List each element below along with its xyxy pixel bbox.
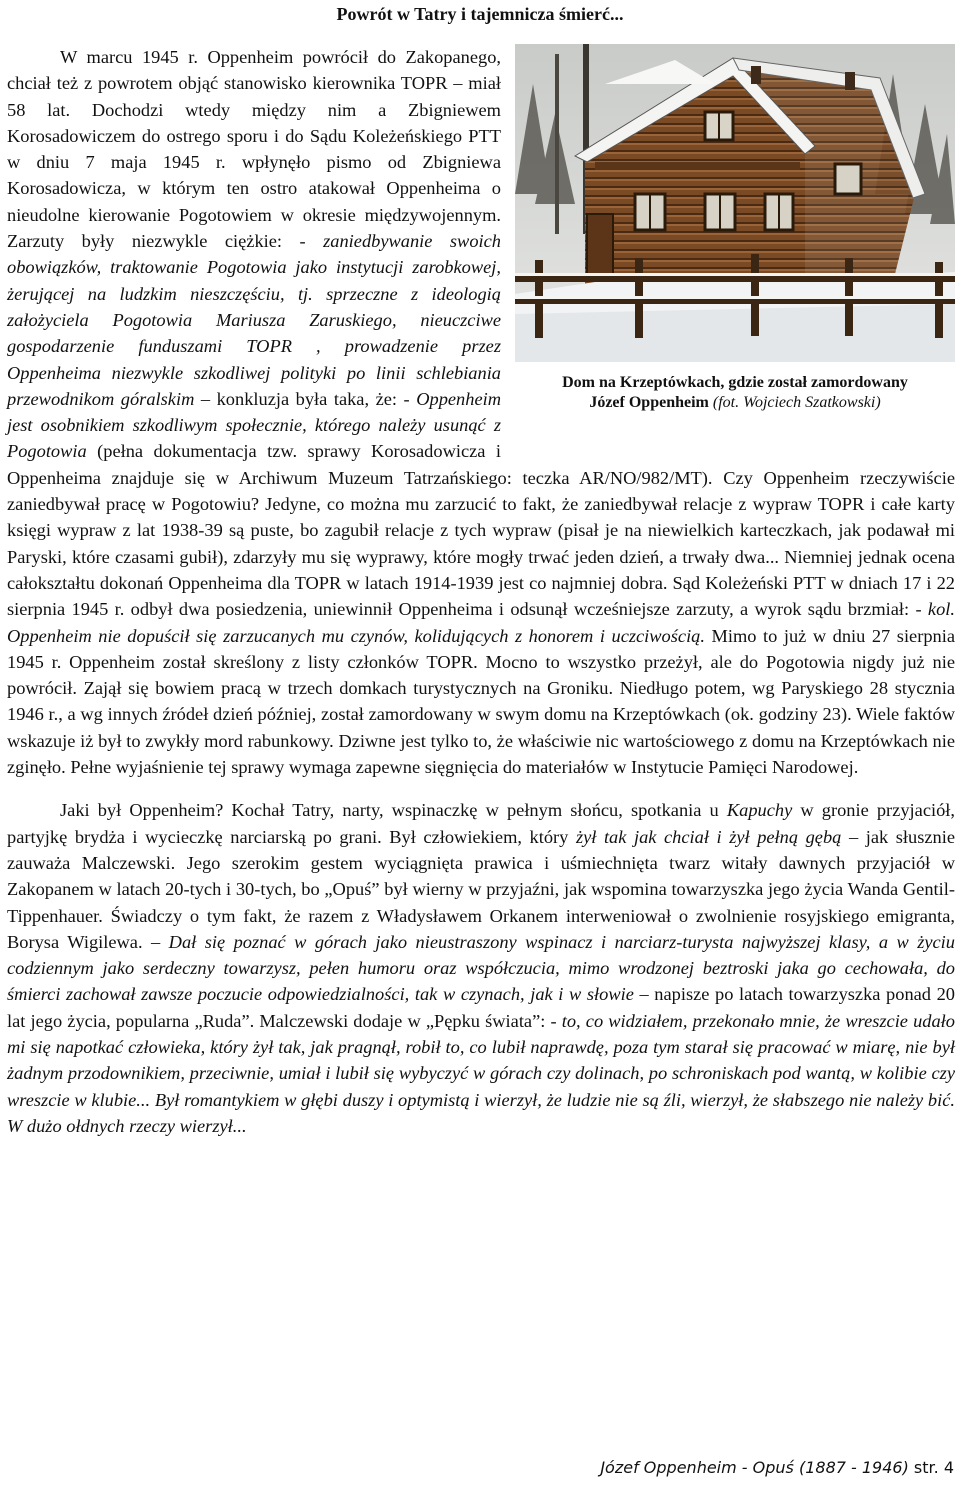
p2-italic-4: to, co widziałem, przekonało mnie, że wreszcie udało mi się napotkać człowieka, który żył tak, jak pragnął, robił to, co lubił naprawdę, poza tym starał się pracować w miarę, nie był żadnym przodownikiem, przeciwnie, umiał i lubił się wybyczyć w górach czy dolinach, po schroniskach pod wantą, w kolibie czy wreszcie w klubie... Był romantykiem w głębi duszy i optymistą i wierzył, że ludzie nie są źli, wierzył, że słabszego nie należy bić. W dużo ołdnych rzeczy wierzył... xyxy=(7,1010,955,1136)
p2-italic-3: Dał się poznać w górach jako nieustraszony wspinacz i narciarz-turysta najwyższej klasy, a w życiu codziennym jako serdeczny towarzysz, pełen humoru oraz współczucia, mimo wrodzonej beztroski jaka go cechowała, do śmierci zachował zawsze poczucie odpowiedzialności, tak w czynach, jak i w słowie xyxy=(7,931,955,1005)
caption-credit: (fot. Wojciech Szatkowski) xyxy=(712,394,881,411)
p1-italic-2: Oppenheim jest osobnikiem szkodliwym społecznie, którego należy usunąć z Pogotowia xyxy=(7,388,501,462)
p2-text-1: Jaki był Oppenheim? Kochał Tatry, narty, wspinaczkę w pełnym słońcu, spotkania u xyxy=(60,800,719,821)
photo-figure xyxy=(515,44,955,456)
caption-bold-line-1: Dom na Krzeptówkach, gdzie został zamordowany xyxy=(562,374,908,391)
p2-text-3: – jak słusznie zauważa Malczewski. Jego szerokim gestem wyciągnięta prawica i uśmiechnięta twarz witały dawnych przyjaciół w Zakopanem w latach 20-tych i 30-tych, bo „Opuś” był wierny w przyjaźni, jak wspomina towarzyszka jego życia Wanda Gentil-Tippenhauer. Świadczy o tym fakt, że razem z Władysławem Orkanem interweniował o zwolnienie rosyjskiego emigranta, Borysa Wigilewa. – xyxy=(7,826,955,952)
p2-text-4: – napisze po latach towarzyszka ponad 20 lat jego życia, popularna „Ruda”. Malczewski dodaje w „Pępku świata”: - xyxy=(7,984,955,1031)
p1-text-1: W marcu 1945 r. Oppenheim powrócił do Zakopanego, chciał też z powrotem objąć stanowisko kierownika TOPR – miał 58 lat. Dochodzi wtedy między nim a Zbigniewem Korosadowiczem do ostrego sporu i do Sądu Koleżeńskiego PTT w dniu 7 maja 1945 r. wpłynęło pismo od Zbigniewa Korosadowicza, w którym ten ostro atakował Oppenheima o nieudolne kierowanie Pogotowiem w okresie międzywojennym. Zarzuty były niezwykle ciężkie: - xyxy=(7,47,501,252)
p1-italic-3: kol. Oppenheim nie dopuścił się zarzucanych mu czynów, kolidujących z honorem i uczciwością. xyxy=(7,599,955,646)
footer-title: Józef Oppenheim - Opuś (1887 - 1946) xyxy=(600,1458,909,1477)
p2-italic-1: Kapuchy xyxy=(726,800,793,821)
p2-italic-2: żył tak jak chciał i żył pełną gębą xyxy=(575,826,842,847)
page-title: Powrót w Tatry i tajemnicza śmierć... xyxy=(336,4,624,24)
p1-text-4: Mimo to już w dniu 27 sierpnia 1945 r. Oppenheim został skreślony z listy członków TOPR. Mocno to wszystko przeżył, ale do Pogotowia nigdy już nie powrócił. Zajął się bowiem pracą w trzech domkach turystycznych na Groniku. Niedługo potem, wg Paryskiego 28 stycznia 1946 r., a wg innych źródeł dzień później, został zamordowany w swym domu na Krzeptówkach (ok. godziny 23). Wiele faktów wskazuje iż był to zwykły mord rabunkowy. Dziwne jest tylko to, że właściwie nic wartościowego z domu na Krzeptówkach nie zginęło. Pełne wyjaśnienie tej sprawy wymaga zapewne sięgnięcia do materiałów w Instytucie Pamięci Narodowej. xyxy=(7,625,955,778)
page-number: str. 4 xyxy=(913,1458,954,1477)
caption-bold-line-2: Józef Oppenheim xyxy=(589,394,709,411)
p1-italic-1: zaniedbywanie swoich obowiązków, traktowanie Pogotowia jako instytucji zarobkowej, żerującej na ludzkim nieszczęściu, tj. sprzeczne z ideologią założyciela Pogotowia Mariusza Zaruskiego, nieuczciwe gospodarzenie funduszami TOPR , prowadzenie przez Oppenheima niezwykle szkodliwej polityki po linii schlebiania przewodnikom góralskim xyxy=(7,231,501,409)
paragraph-2 xyxy=(7,797,955,1139)
p1-text-2: – konkluzja była taka, że: - xyxy=(200,388,410,409)
house-photo xyxy=(515,44,955,362)
article-body xyxy=(7,44,955,1139)
photo-caption xyxy=(515,373,955,413)
p2-text-2: w gronie przyjaciół, partyjkę brydża i wycieczkę narciarską po grani. Był człowiekiem, który xyxy=(7,800,955,847)
page-footer xyxy=(600,1458,954,1477)
p1-text-3: (pełna dokumentacja tzw. sprawy Korosadowicza i Oppenheima znajduje się w Archiwum Muzeum Tatrzańskiego: teczka AR/NO/982/MT). Czy Oppenheim rzeczywiście zaniedbywał pracę w Pogotowiu? Jedyne, co można mu zarzucić to fakt, że zaniedbywał relacje z wypraw TOPR i całe karty księgi wypraw z lat 1938-39 są puste, bo zagubił relacje z tych wypraw (pisał je na niewielkich karteczkach, jak podawał mi Paryski, które czasami gubił), zdarzyły mu się wyprawy, które mogły trwać jeden dzień, a trwały dwa... Niemniej jednak ocena całokształtu dokonań Oppenheima dla TOPR w latach 1914-1939 jest co najmniej dobra. Sąd Koleżeński PTT w dniach 17 i 22 sierpnia 1945 r. odbył dwa posiedzenia, uniewinnił Oppenheima i odsunął wcześniejsze zarzuty, a wyrok sądu brzmiał: - xyxy=(7,441,955,620)
